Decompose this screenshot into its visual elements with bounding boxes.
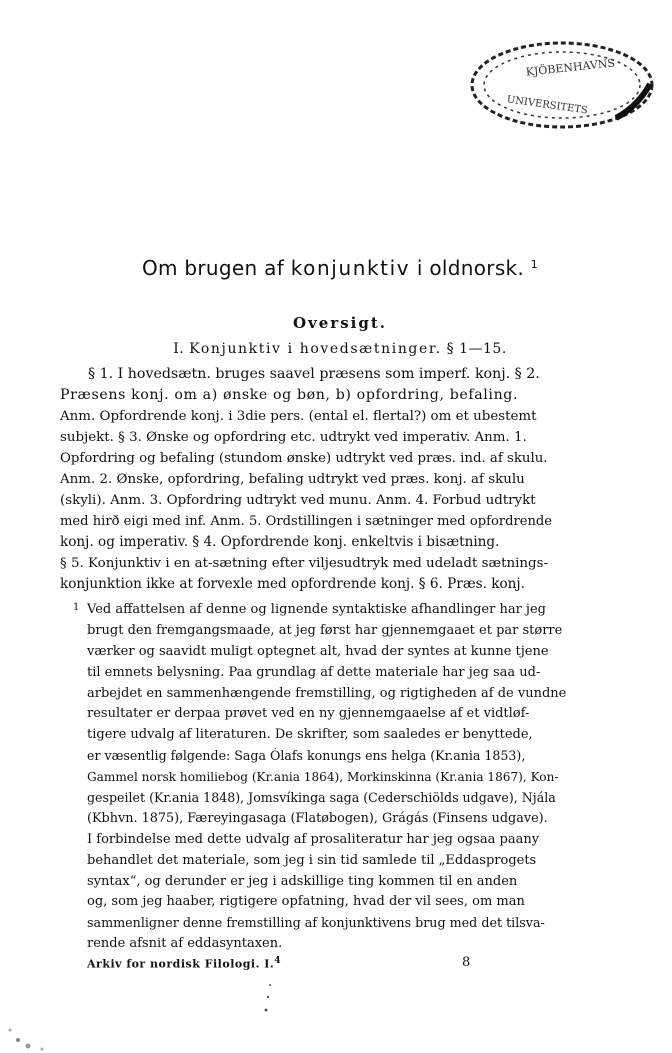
- footnote-line: rende afsnit af eddasyntaxen.: [87, 936, 283, 952]
- paragraph-line: Opfordring og befaling (stundom ønske) udtrykt ved præs. ind. af skulu.: [60, 451, 548, 466]
- footnote-line: Ved affattelsen af denne og lignende syntaktiske afhandlinger har jeg: [87, 602, 546, 617]
- footnote-line: brugt den fremgangsmaade, at jeg først har gjennemgaaet et par større: [87, 622, 563, 638]
- title-suffix: i oldnorsk.: [410, 256, 525, 280]
- paragraph-line: konj. og imperativ. § 4. Opfordrende konj. enkeltvis i bisætning.: [60, 534, 500, 550]
- footnote-line: behandlet det materiale, som jeg i sin tid samlede til „Eddasprogets: [87, 852, 537, 868]
- sheet-signature: 8: [462, 955, 471, 970]
- footnote-line: til emnets belysning. Paa grundlag af dette materiale har jeg saa ud-: [87, 664, 541, 680]
- paragraph-line: Anm. Opfordrende konj. i 3die pers. (ental el. flertal?) om et ubestemt: [60, 409, 537, 424]
- overview-heading: Oversigt.: [292, 314, 387, 332]
- footnote-line: resultater er derpaa prøvet ved en ny gjennemgaaelse af et vidtløf-: [87, 706, 530, 722]
- paragraph-line: konjunktion ikke at forvexle med opfordrende konj. § 6. Præs. konj.: [60, 576, 525, 592]
- paragraph-line: med hirð eigi med inf. Anm. 5. Ordstillingen i sætninger med opfordrende: [60, 514, 553, 529]
- overview-paragraph: [60, 364, 556, 595]
- section-roman: I.: [173, 341, 185, 357]
- title-prefix: Om brugen af: [141, 256, 291, 280]
- footnote-line: og, som jeg haaber, rigtigere opfatning, hvad der vil sees, om man: [87, 894, 525, 910]
- library-stamp: [466, 36, 658, 134]
- paragraph-line: § 5. Konjunktiv i en at-sætning efter viljesudtryk med udeladt sætnings-: [60, 556, 548, 571]
- footnote-line: Gammel norsk homiliebog (Kr.ania 1864), Morkinskinna (Kr.ania 1867), Kon-: [87, 770, 559, 785]
- footnote-line: arbejdet en sammenhængende fremstilling, og rigtigheden af de vundne: [87, 685, 567, 701]
- footnote-line: er væsentlig følgende: Saga Ólafs konungs ens helga (Kr.ania 1853),: [87, 748, 526, 764]
- journal-mark: 4: [274, 956, 281, 966]
- section-heading: [60, 341, 620, 357]
- footnote-line: I forbindelse med dette udvalg af prosaliteratur har jeg ogsaa paany: [87, 831, 540, 847]
- paragraph-line: Anm. 2. Ønske, opfordring, befaling udtrykt ved præs. konj. af skulu: [60, 472, 525, 487]
- journal-name: Arkiv for nordisk Filologi. I.: [87, 957, 275, 971]
- paragraph-line: Præsens konj. om a) ønske og bøn, b) opfordring, befaling.: [60, 387, 519, 403]
- footnote-line: (Kbhvn. 1875), Færeyingasaga (Flatøbogen), Grágás (Finsens udgave).: [87, 810, 548, 826]
- footnote: [87, 600, 567, 955]
- paragraph-line: subjekt. § 3. Ønske og opfordring etc. udtrykt ved imperativ. Anm. 1.: [60, 430, 527, 445]
- library-stamp-graphic: [466, 36, 658, 134]
- stamp-top-text: KJÖBENHAVNS: [525, 56, 616, 79]
- footnote-line: syntax“, og derunder er jeg i adskillige ting kommen til en anden: [87, 873, 518, 889]
- footnote-number: 1: [73, 602, 80, 613]
- footnote-line: tigere udvalg af literaturen. De skrifter, som saaledes er benyttede,: [87, 727, 533, 743]
- stamp-bottom-text: UNIVERSITETS: [506, 94, 589, 117]
- title-footnote-ref: 1: [530, 258, 539, 271]
- section-range: § 1—15.: [446, 341, 507, 357]
- section-title: Konjunktiv i hovedsætninger.: [189, 341, 442, 357]
- paragraph-line: (skyli). Anm. 3. Opfordring udtrykt ved munu. Anm. 4. Forbud udtrykt: [60, 493, 536, 508]
- title-spaced-word: konjunktiv: [290, 256, 411, 280]
- footnote-line: gespeilet (Kr.ania 1848), Jomsvíkinga saga (Cederschiölds udgave), Njála: [87, 790, 556, 806]
- footnote-line: sammenligner denne fremstilling af konjunktivens brug med det tilsva-: [87, 915, 545, 931]
- paragraph-line: § 1. I hovedsætn. bruges saavel præsens som imperf. konj. § 2.: [88, 366, 540, 382]
- footnote-line: værker og saavidt muligt optegnet alt, hvad der syntes at kunne tjene: [87, 643, 549, 659]
- journal-signature: [87, 956, 281, 971]
- article-title: [60, 256, 620, 280]
